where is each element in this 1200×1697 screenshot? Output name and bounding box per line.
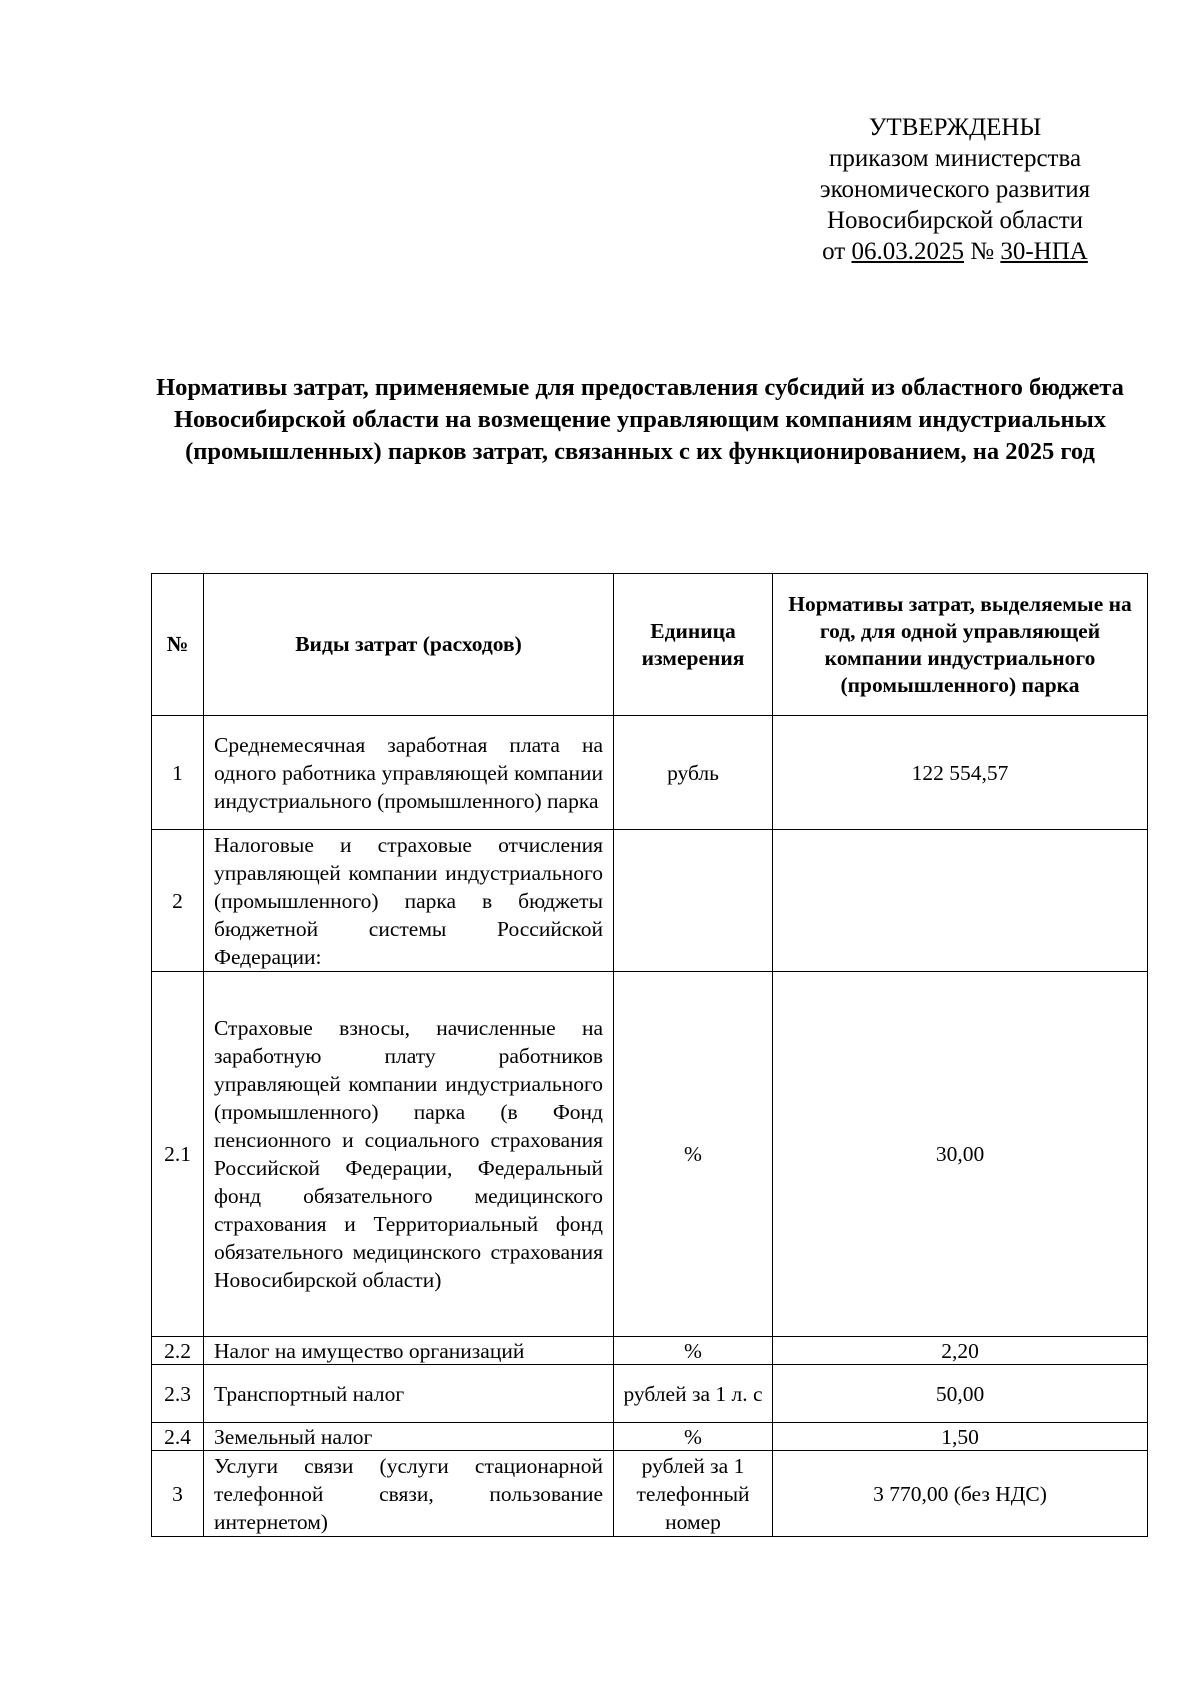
approval-number-sign: № (970, 238, 995, 265)
row-name: Налоговые и страховые отчисления управляющей компании индустриального (промышленного) парка в бюджеты бюджетной системы Российской Федерации: (204, 830, 614, 972)
approval-line-region: Новосибирской области (826, 207, 1084, 234)
table-row (152, 1423, 1148, 1451)
approval-stamp (780, 112, 1130, 267)
row-num: 1 (152, 716, 204, 830)
row-num: 2 (152, 830, 204, 972)
approval-line-ministry: экономического развития (819, 176, 1091, 203)
row-value: 30,00 (773, 972, 1148, 1337)
table-row (152, 972, 1148, 1337)
approval-number: 30-НПА (1000, 238, 1088, 265)
row-name: Земельный налог (204, 1423, 614, 1451)
row-num: 3 (152, 1451, 204, 1537)
header-unit: Единица измерения (614, 574, 773, 716)
approval-heading: УТВЕРЖДЕНЫ (868, 114, 1042, 141)
row-name: Страховые взносы, начисленные на заработную плату работников управляющей компании индустриального (промышленного) парка (в Фонд пенсионного и социального страхования Российской Федерации, Федеральный фонд обязательного медицинского страхования и Территориальный фонд обязательного медицинского страхования Новосибирской области) (204, 972, 614, 1337)
table-header-row (152, 574, 1148, 716)
row-num: 2.4 (152, 1423, 204, 1451)
row-value: 3 770,00 (без НДС) (773, 1451, 1148, 1537)
row-num: 2.3 (152, 1365, 204, 1423)
row-name: Среднемесячная заработная плата на одного работника управляющей компании индустриального (промышленного) парка (204, 716, 614, 830)
approval-date-line (780, 236, 1130, 267)
row-name: Транспортный налог (204, 1365, 614, 1423)
row-unit: рубль (614, 716, 773, 830)
row-unit: % (614, 1423, 773, 1451)
header-num: № (152, 574, 204, 716)
row-value: 1,50 (773, 1423, 1148, 1451)
table-row (152, 716, 1148, 830)
row-unit: % (614, 1337, 773, 1365)
row-value (773, 830, 1148, 972)
row-name: Услуги связи (услуги стационарной телефонной связи, пользование интернетом) (204, 1451, 614, 1537)
document-title: Нормативы затрат, применяемые для предоставления субсидий из областного бюджета Новосибирской области на возмещение управляющим компаниям индустриальных (промышленных) парков затрат, связанных с их функционированием, на 2025 год (156, 374, 1124, 465)
norms-table (151, 573, 1148, 1537)
approval-date: 06.03.2025 (851, 238, 964, 265)
row-unit: рублей за 1 л. с (614, 1365, 773, 1423)
row-num: 2.1 (152, 972, 204, 1337)
table-row (152, 1337, 1148, 1365)
row-value: 122 554,57 (773, 716, 1148, 830)
row-unit: % (614, 972, 773, 1337)
row-name: Налог на имущество организаций (204, 1337, 614, 1365)
table-row (152, 830, 1148, 972)
row-value: 2,20 (773, 1337, 1148, 1365)
header-value: Нормативы затрат, выделяемые на год, для одной управляющей компании индустриального (промышленного) парка (773, 574, 1148, 716)
row-unit: рублей за 1 телефонный номер (614, 1451, 773, 1537)
approval-line-order: приказом министерства (828, 145, 1082, 172)
table-row (152, 1365, 1148, 1423)
row-unit (614, 830, 773, 972)
table-row (152, 1451, 1148, 1537)
header-name: Виды затрат (расходов) (204, 574, 614, 716)
approval-date-prefix: от (822, 238, 846, 265)
row-num: 2.2 (152, 1337, 204, 1365)
row-value: 50,00 (773, 1365, 1148, 1423)
